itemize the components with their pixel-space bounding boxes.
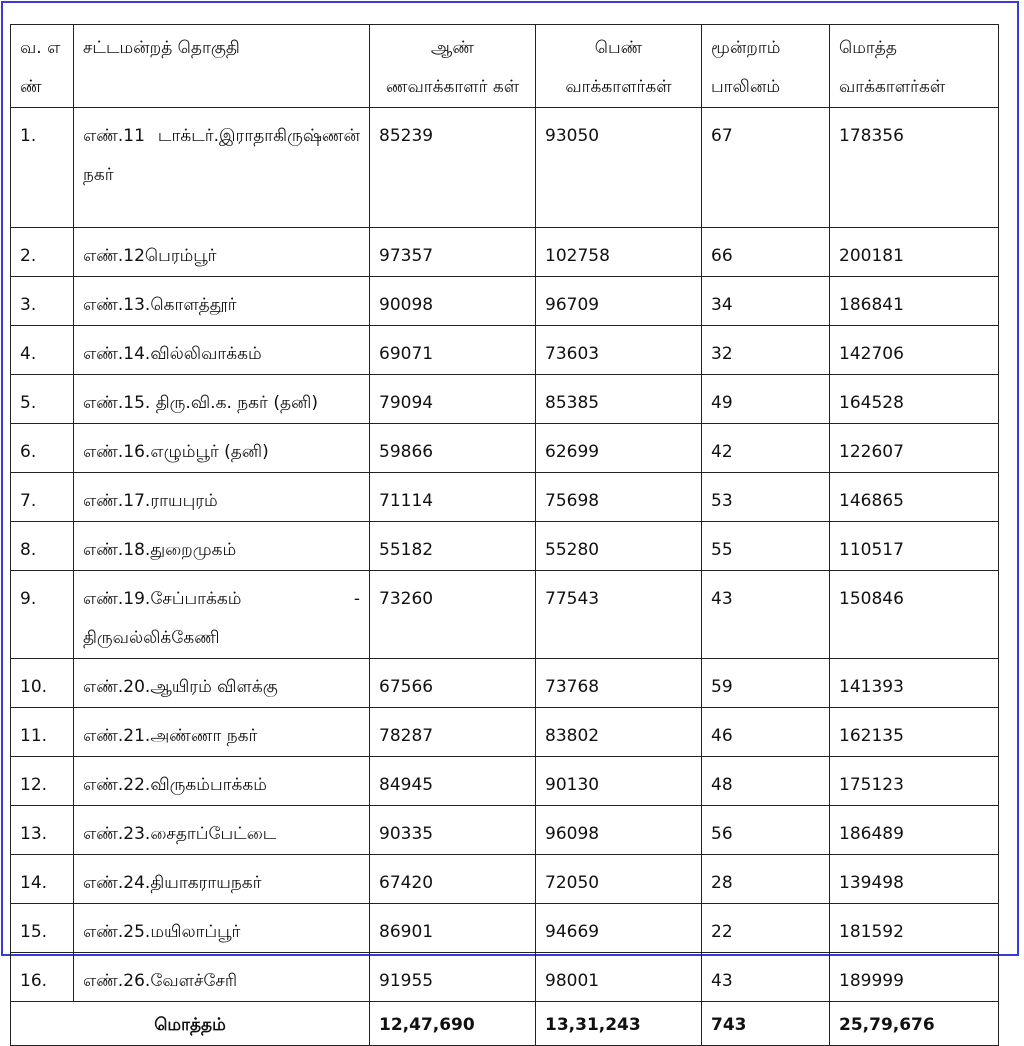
- row-female: 73603: [536, 326, 702, 375]
- totals-row: [11, 1002, 999, 1046]
- row-female: 62699: [536, 424, 702, 473]
- row-female: 72050: [536, 855, 702, 904]
- row-constituency: எண்.25.மயிலாப்பூர்: [74, 904, 370, 953]
- row-female: 102758: [536, 228, 702, 277]
- row-male: 84945: [370, 757, 536, 806]
- row-male: 86901: [370, 904, 536, 953]
- row-third-gender: 53: [702, 473, 830, 522]
- row-third-gender: 66: [702, 228, 830, 277]
- table-row: [11, 904, 999, 953]
- row-male: 69071: [370, 326, 536, 375]
- row-total: 141393: [830, 659, 999, 708]
- table-row: [11, 708, 999, 757]
- row-third-gender: 46: [702, 708, 830, 757]
- voter-table: [10, 24, 999, 1046]
- row-third-gender: 43: [702, 571, 830, 659]
- header-constituency: சட்டமன்றத் தொகுதி: [74, 25, 370, 108]
- row-sno: 13.: [11, 806, 74, 855]
- row-total: 175123: [830, 757, 999, 806]
- row-third-gender: 56: [702, 806, 830, 855]
- row-male: 91955: [370, 953, 536, 1002]
- row-constituency: எண்.12பெரம்பூர்: [74, 228, 370, 277]
- row-sno: 12.: [11, 757, 74, 806]
- table-row: [11, 375, 999, 424]
- row-male: 59866: [370, 424, 536, 473]
- row-male: 90335: [370, 806, 536, 855]
- row-total: 146865: [830, 473, 999, 522]
- row-female: 90130: [536, 757, 702, 806]
- row-male: 73260: [370, 571, 536, 659]
- table-row: [11, 953, 999, 1002]
- table-row: [11, 659, 999, 708]
- table-row: [11, 522, 999, 571]
- totals-female: 13,31,243: [536, 1002, 702, 1046]
- header-sno: வ. எ ண்: [11, 25, 74, 108]
- table-row: [11, 277, 999, 326]
- table-row: [11, 108, 999, 228]
- row-female: 93050: [536, 108, 702, 228]
- row-sno: 16.: [11, 953, 74, 1002]
- row-third-gender: 28: [702, 855, 830, 904]
- row-third-gender: 43: [702, 953, 830, 1002]
- row-female: 96098: [536, 806, 702, 855]
- table-row: [11, 806, 999, 855]
- header-total: மொத்த வாக்காளர்கள்: [830, 25, 999, 108]
- table-body: [11, 108, 999, 1002]
- row-female: 85385: [536, 375, 702, 424]
- totals-total: 25,79,676: [830, 1002, 999, 1046]
- row-constituency: எண்.24.தியாகராயநகர்: [74, 855, 370, 904]
- table-row: [11, 855, 999, 904]
- row-constituency: எண்.22.விருகம்பாக்கம்: [74, 757, 370, 806]
- row-total: 186841: [830, 277, 999, 326]
- table-row: [11, 326, 999, 375]
- row-total: 164528: [830, 375, 999, 424]
- row-total: 162135: [830, 708, 999, 757]
- row-sno: 7.: [11, 473, 74, 522]
- header-male: ஆண் ணவாக்காளர் கள்: [370, 25, 536, 108]
- row-sno: 5.: [11, 375, 74, 424]
- row-total: 200181: [830, 228, 999, 277]
- row-sno: 1.: [11, 108, 74, 228]
- row-sno: 2.: [11, 228, 74, 277]
- row-female: 94669: [536, 904, 702, 953]
- row-constituency: எண்.21.அண்ணா நகர்: [74, 708, 370, 757]
- table-row: [11, 228, 999, 277]
- row-female: 98001: [536, 953, 702, 1002]
- totals-male: 12,47,690: [370, 1002, 536, 1046]
- row-female: 73768: [536, 659, 702, 708]
- row-male: 85239: [370, 108, 536, 228]
- row-third-gender: 42: [702, 424, 830, 473]
- row-sno: 15.: [11, 904, 74, 953]
- row-constituency: எண்.11 டாக்டர்.இராதாகிருஷ்ணன் நகர்: [74, 108, 370, 228]
- row-sno: 3.: [11, 277, 74, 326]
- row-female: 83802: [536, 708, 702, 757]
- table-row: [11, 757, 999, 806]
- row-sno: 9.: [11, 571, 74, 659]
- row-male: 97357: [370, 228, 536, 277]
- row-constituency: எண்.19.சேப்பாக்கம் - திருவல்லிக்கேணி: [74, 571, 370, 659]
- header-row: [11, 25, 999, 108]
- row-constituency: எண்.14.வில்லிவாக்கம்: [74, 326, 370, 375]
- row-third-gender: 32: [702, 326, 830, 375]
- row-constituency: எண்.13.கொளத்தூர்: [74, 277, 370, 326]
- row-female: 55280: [536, 522, 702, 571]
- table-row: [11, 571, 999, 659]
- row-male: 55182: [370, 522, 536, 571]
- row-male: 67566: [370, 659, 536, 708]
- table-row: [11, 424, 999, 473]
- row-constituency: எண்.17.ராயபுரம்: [74, 473, 370, 522]
- row-third-gender: 48: [702, 757, 830, 806]
- row-sno: 10.: [11, 659, 74, 708]
- row-constituency: எண்.20.ஆயிரம் விளக்கு: [74, 659, 370, 708]
- row-total: 110517: [830, 522, 999, 571]
- row-total: 122607: [830, 424, 999, 473]
- row-total: 178356: [830, 108, 999, 228]
- row-third-gender: 59: [702, 659, 830, 708]
- table-row: [11, 473, 999, 522]
- row-third-gender: 34: [702, 277, 830, 326]
- row-female: 75698: [536, 473, 702, 522]
- row-constituency: எண்.26.வேளச்சேரி: [74, 953, 370, 1002]
- row-constituency: எண்.18.துறைமுகம்: [74, 522, 370, 571]
- row-male: 67420: [370, 855, 536, 904]
- header-third-gender: மூன்றாம் பாலினம்: [702, 25, 830, 108]
- row-third-gender: 67: [702, 108, 830, 228]
- row-sno: 4.: [11, 326, 74, 375]
- row-female: 77543: [536, 571, 702, 659]
- row-sno: 14.: [11, 855, 74, 904]
- row-total: 189999: [830, 953, 999, 1002]
- row-third-gender: 55: [702, 522, 830, 571]
- row-male: 71114: [370, 473, 536, 522]
- row-constituency: எண்.15. திரு.வி.க. நகர் (தனி): [74, 375, 370, 424]
- row-third-gender: 22: [702, 904, 830, 953]
- row-total: 139498: [830, 855, 999, 904]
- row-constituency: எண்.23.சைதாப்பேட்டை: [74, 806, 370, 855]
- totals-label: மொத்தம்: [11, 1002, 370, 1046]
- row-male: 78287: [370, 708, 536, 757]
- row-constituency: எண்.16.எழும்பூர் (தனி): [74, 424, 370, 473]
- row-third-gender: 49: [702, 375, 830, 424]
- row-sno: 8.: [11, 522, 74, 571]
- row-male: 79094: [370, 375, 536, 424]
- row-total: 186489: [830, 806, 999, 855]
- row-sno: 6.: [11, 424, 74, 473]
- header-female: பெண் வாக்காளர்கள்: [536, 25, 702, 108]
- row-total: 142706: [830, 326, 999, 375]
- row-sno: 11.: [11, 708, 74, 757]
- row-total: 181592: [830, 904, 999, 953]
- totals-third-gender: 743: [702, 1002, 830, 1046]
- row-female: 96709: [536, 277, 702, 326]
- row-male: 90098: [370, 277, 536, 326]
- row-total: 150846: [830, 571, 999, 659]
